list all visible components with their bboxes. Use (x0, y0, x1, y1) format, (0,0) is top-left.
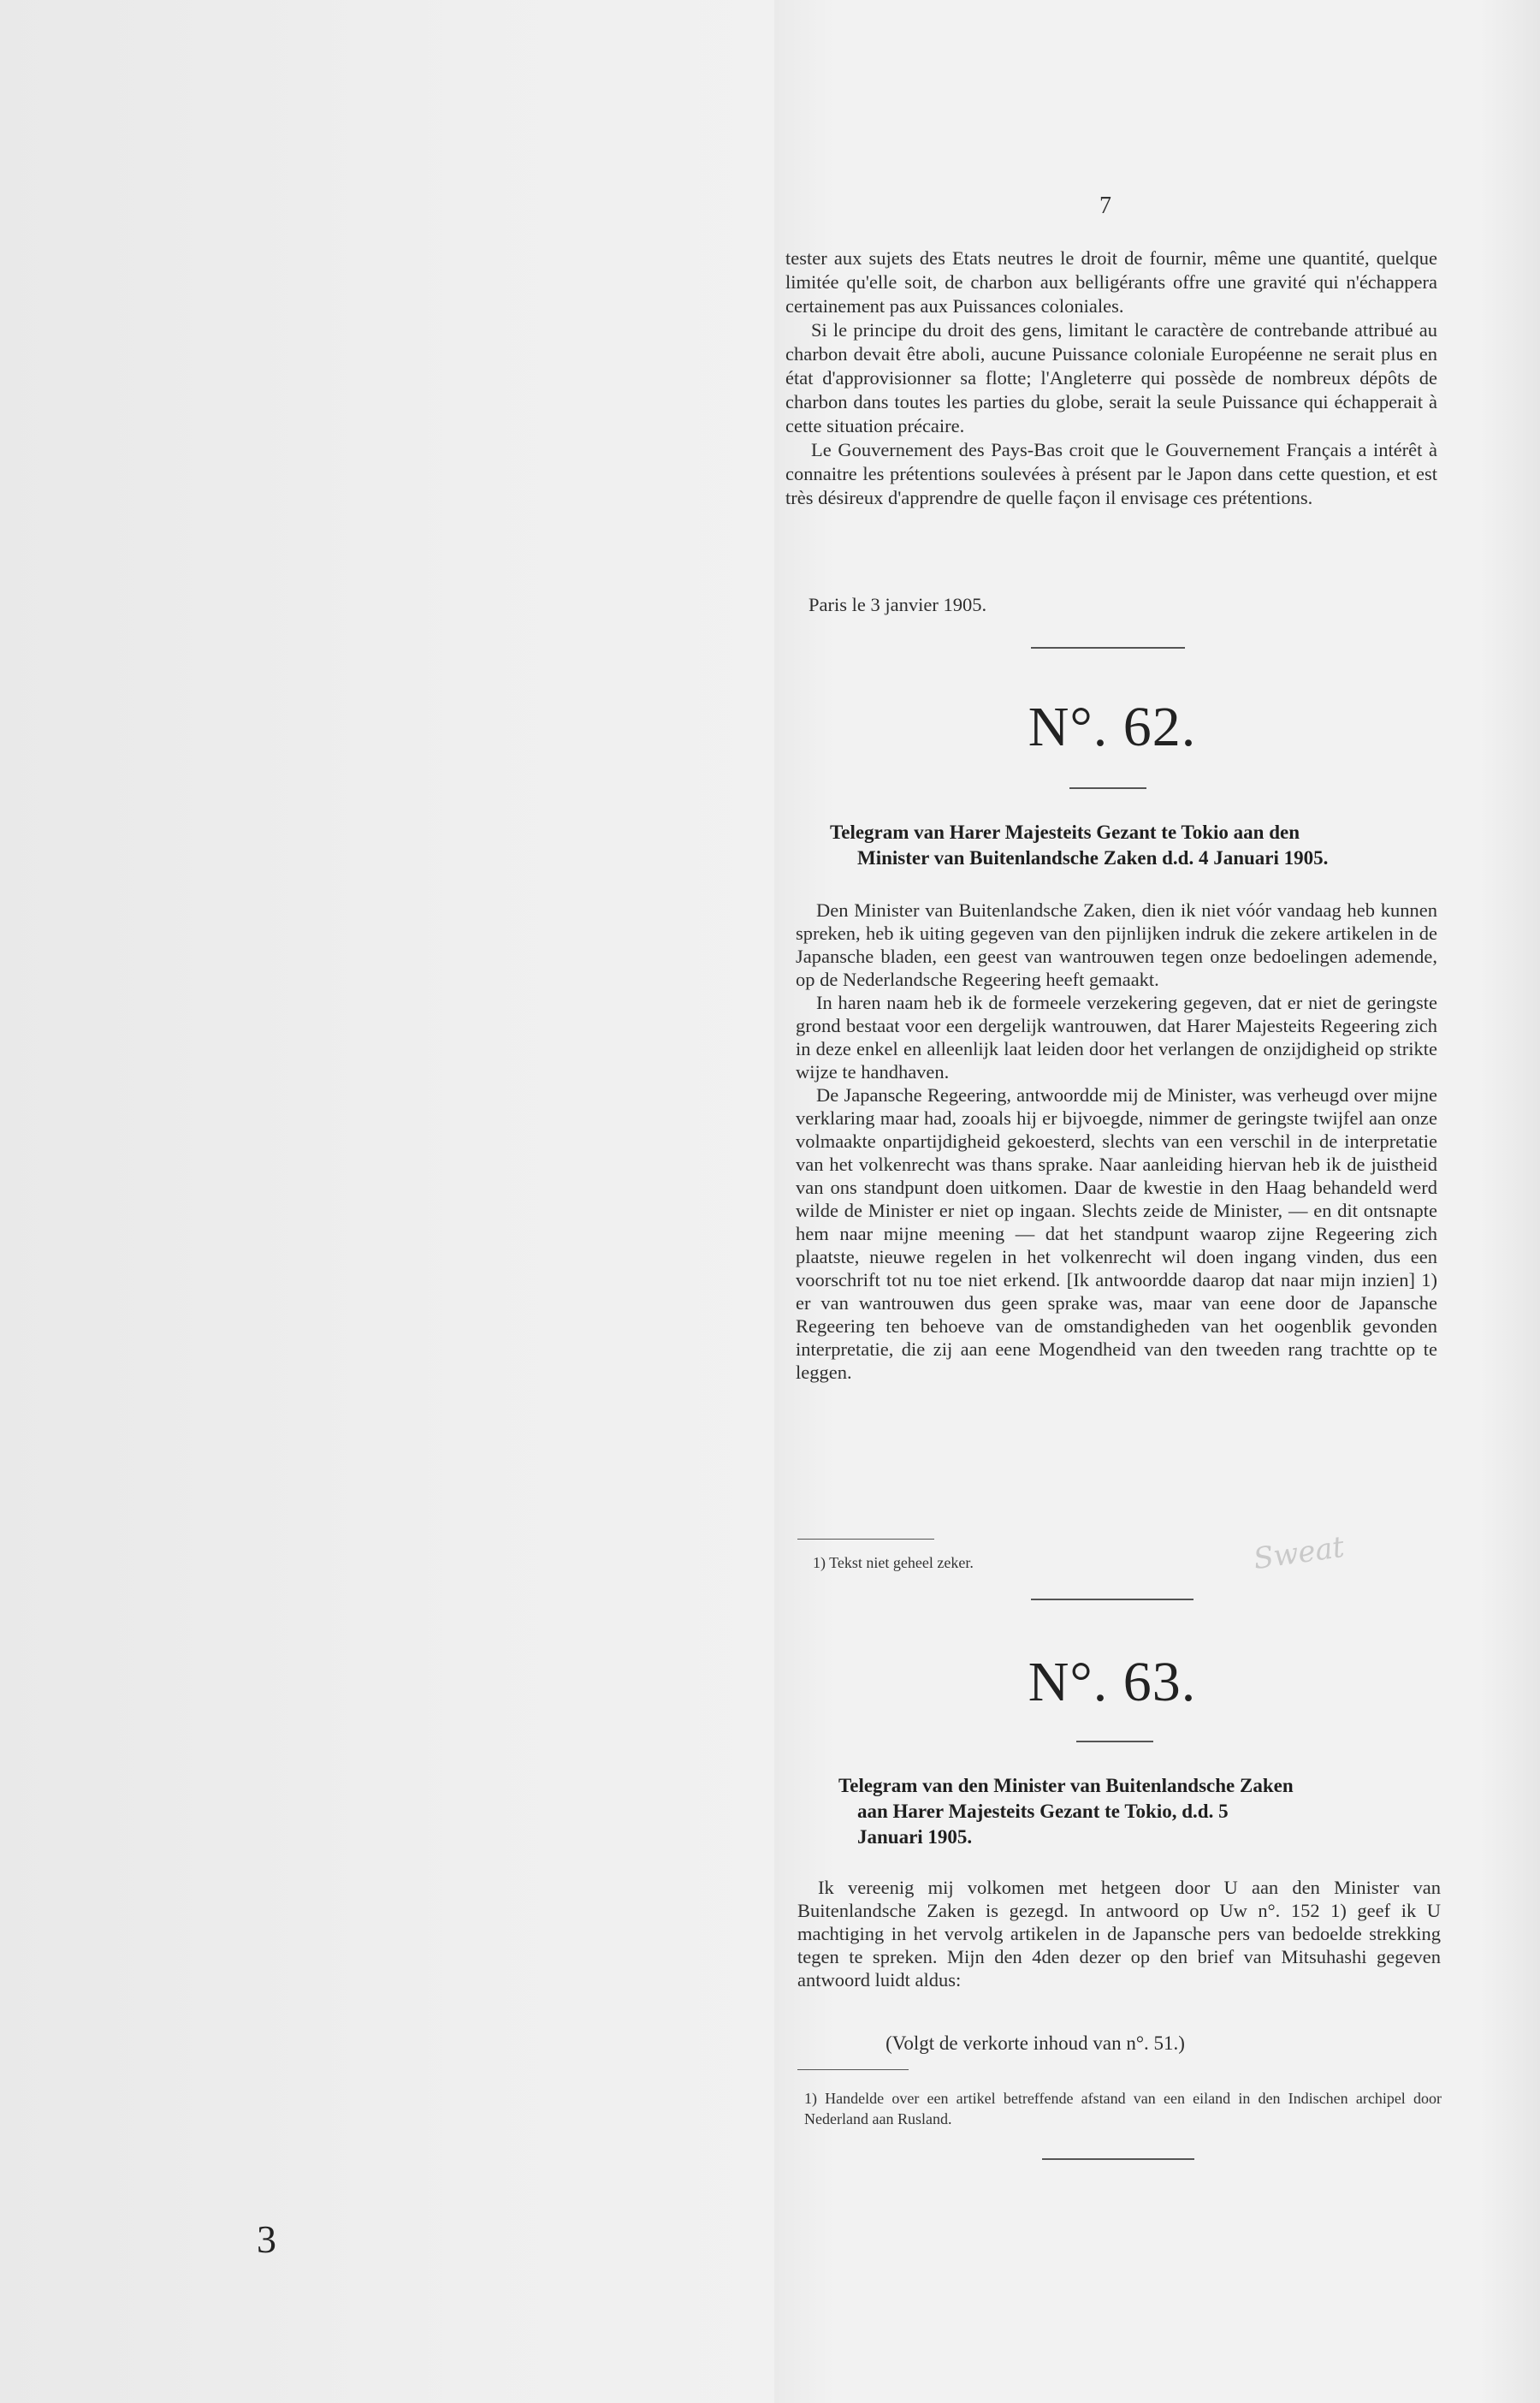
document-63-body (797, 1876, 1441, 1991)
heading-line: Januari 1905. (857, 1826, 973, 1848)
intro-paragraph: Le Gouvernement des Pays-Bas croit que le Gouvernement Français a intérêt à connaitre les prétentions soulevées à présent par le Japon dans cette question, et est très désireux d'apprendre de quelle façon il envisage ces prétentions. (785, 439, 1437, 508)
follow-note: (Volgt de verkorte inhoud van n°. 51.) (886, 2032, 1185, 2054)
intro-date: Paris le 3 janvier 1905. (808, 594, 987, 615)
left-page-folio: 3 (257, 2217, 276, 2261)
number-divider (1076, 1741, 1153, 1742)
document-63-heading (838, 1773, 1442, 1850)
footnote-rule (797, 2069, 909, 2070)
intro-paragraph: tester aux sujets des Etats neutres le droit de fournir, même une quantité, quelque limitée qu'elle soit, de charbon aux belligérants offre une gravité qui n'échappera certainement pas aux Puissances coloniales. (785, 247, 1437, 317)
number-divider (1069, 787, 1146, 789)
document-62-heading (830, 820, 1446, 871)
body-paragraph: In haren naam heb ik de formeele verzekering gegeven, dat er niet de geringste grond bestaat voor een dergelijk wantrouwen, dat Harer Majesteits Regeering zich in deze enkel en alleenlijk laat leiden door het verlangen de onzijdigheid op strikte wijze te handhaven. (796, 992, 1437, 1083)
pencil-annotation: Sweat (1251, 1529, 1347, 1577)
section-divider (1031, 647, 1185, 649)
body-paragraph: De Japansche Regeering, antwoordde mij de Minister, was verheugd over mijne verklaring maar had, zooals hij er bijvoegde, nimmer de geringste twijfel aan onze volmaakte onpartijdigheid gekoesterd, slechts van een verschil in de interpretatie van het volkenrecht was thans sprake. Naar aanleiding hiervan heb ik de juistheid van ons standpunt doen uitkomen. Daar de kwestie in den Haag behandeld werd wilde de Minister er niet op ingaan. Slechts zeide de Minister, — en dit ontsnapte hem naar mijne meening — dat het standpunt waarop zijne Regeering zich plaatste, nieuwe regelen in het volkenrecht wil doen ingang vinden, dus een voorschrift tot nu toe niet erkend. [Ik antwoordde daarop dat naar mijn inzien] 1) er van wantrouwen dus geen sprake was, maar van eene door de Japansche Regeering ten behoeve van de omstandigheden van het oogenblik gevonden interpretatie, die zij aan eene Mogendheid van den tweeden rang trachtte op te leggen. (796, 1084, 1437, 1383)
body-paragraph: Den Minister van Buitenlandsche Zaken, dien ik niet vóór vandaag heb kunnen spreken, heb ik uiting gegeven van den pijnlijken indruk die zekere artikelen in de Japansche bladen, een geest van wantrouwen tegen onze bedoelingen ademende, op de Nederlandsche Regeering heeft gemaakt. (796, 899, 1437, 990)
section-divider (1031, 1599, 1194, 1600)
intro-text-block (785, 246, 1437, 510)
document-number-63: N°. 63. (1028, 1651, 1197, 1713)
heading-line: Telegram van den Minister van Buitenlandsche Zaken (838, 1775, 1294, 1796)
footnote-rule (797, 1539, 934, 1540)
end-divider (1042, 2158, 1194, 2160)
page-number: 7 (1099, 193, 1111, 219)
document-63-footnote: 1) Handelde over een artikel betreffende afstand van een eiland in den Indischen archipel door Nederland aan Rusland. (804, 2090, 1442, 2127)
document-62-footnote: 1) Tekst niet geheel zeker. (813, 1554, 974, 1571)
document-number-62: N°. 62. (1028, 696, 1197, 758)
body-paragraph: Ik vereenig mij volkomen met hetgeen door U aan den Minister van Buitenlandsche Zaken is gezegd. In antwoord op Uw n°. 152 1) geef ik U machtiging in het vervolg artikelen in de Japansche pers van bedoelde strekking tegen te spreken. Mijn den 4den dezer op den brief van Mitsuhashi gegeven antwoord luidt aldus: (797, 1877, 1441, 1991)
heading-line: aan Harer Majesteits Gezant te Tokio, d.d. 5 (857, 1801, 1229, 1822)
document-62-body (796, 899, 1437, 1384)
intro-paragraph: Si le principe du droit des gens, limitant le caractère de contrebande attribué au charbon devait être aboli, aucune Puissance coloniale Européenne ne serait plus en état d'approvisionner sa flotte; l'Angleterre qui possède de nombreux dépôts de charbon dans toutes les parties du globe, serait la seule Puissance qui échapperait à cette situation précaire. (785, 319, 1437, 436)
heading-line: Telegram van Harer Majesteits Gezant te Tokio aan den (830, 822, 1300, 843)
heading-line: Minister van Buitenlandsche Zaken d.d. 4 Januari 1905. (857, 847, 1329, 869)
